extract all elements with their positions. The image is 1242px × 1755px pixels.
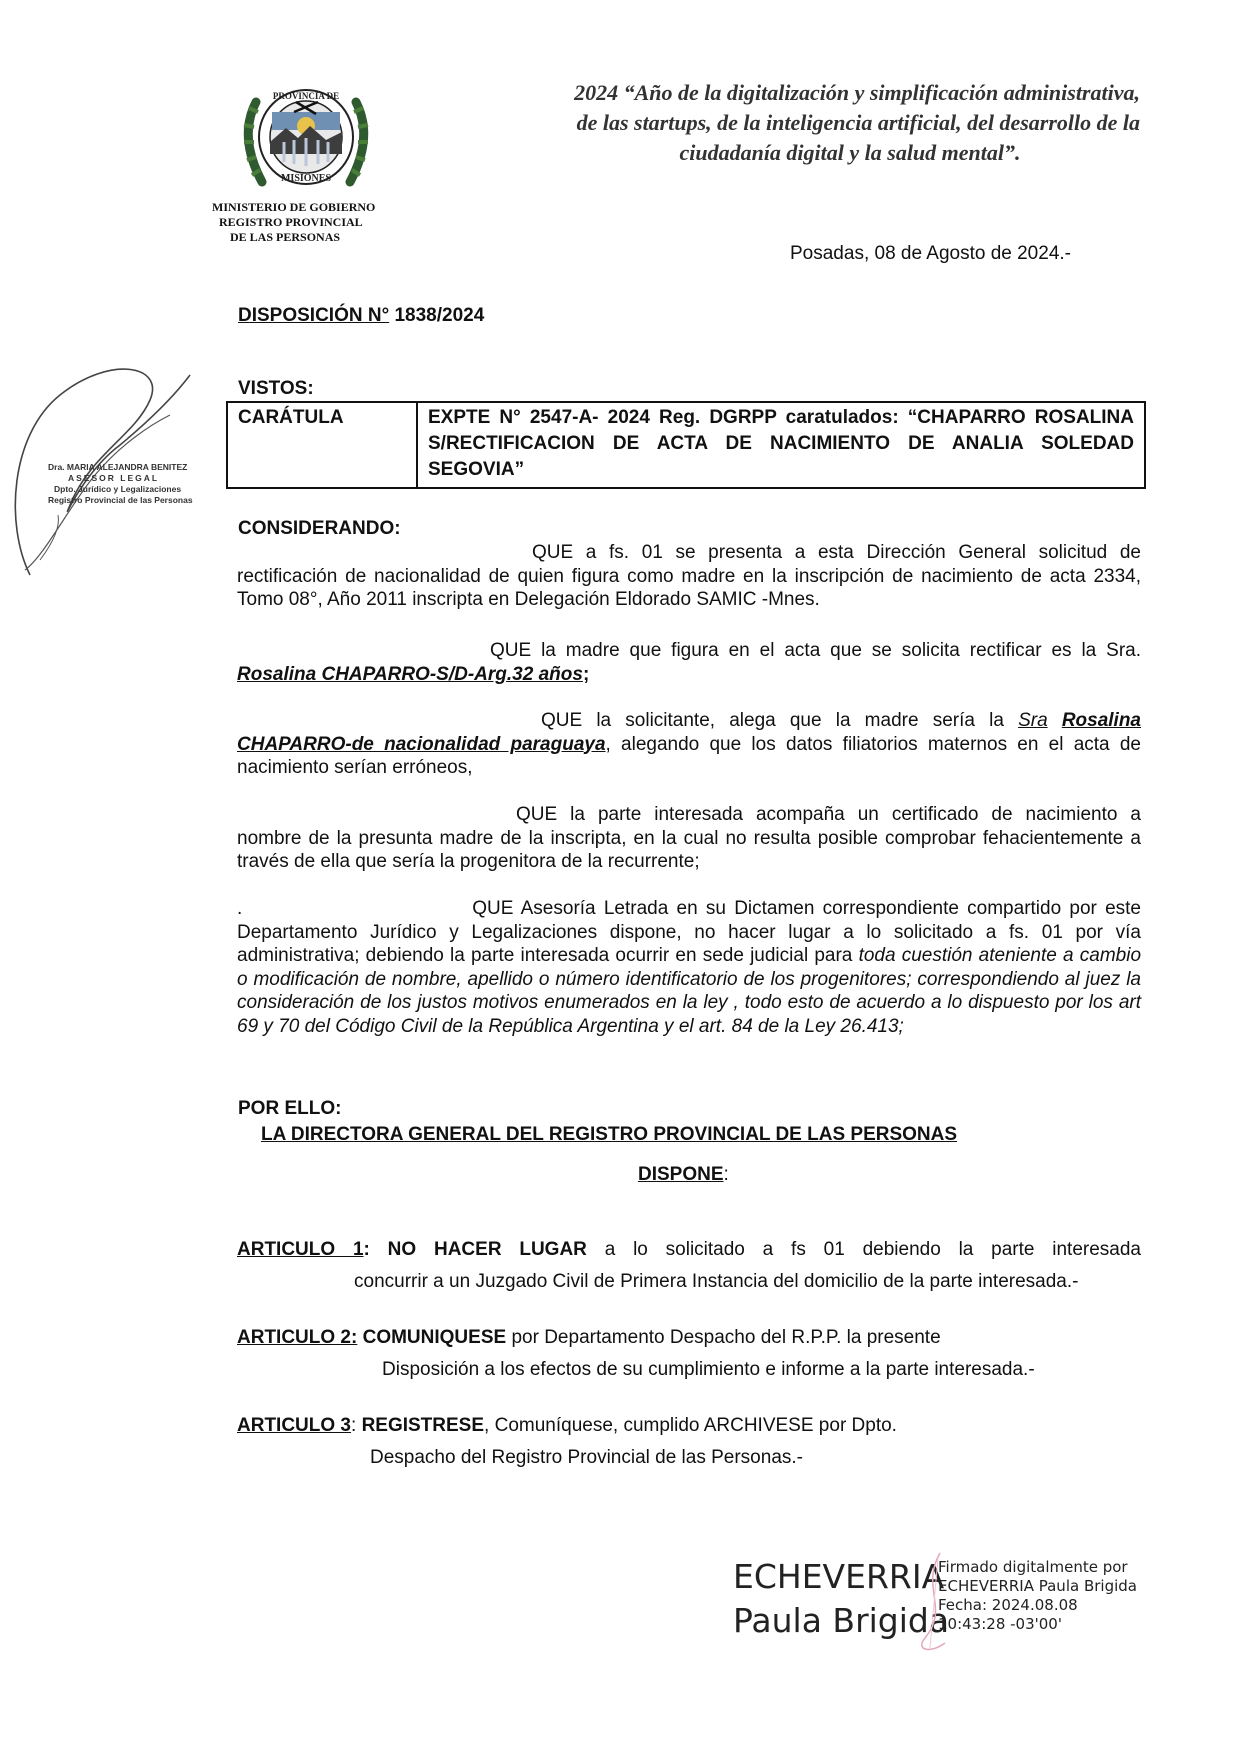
paragraph-text: , alegando que los datos filiatorios maternos en el acta de nacimiento serían erróneos,	[237, 733, 1141, 778]
por-ello-heading: POR ELLO:	[238, 1098, 342, 1119]
article-text: Disposición a los efectos de su cumplimiento e informe a la parte interesada.-	[382, 1359, 1035, 1380]
article-label: ARTICULO 1	[237, 1239, 364, 1260]
articulo-1	[237, 1234, 1141, 1298]
stamp-line: Dpto. Jurídico y Legalizaciones	[54, 484, 182, 494]
directora-heading: LA DIRECTORA GENERAL DEL REGISTRO PROVINCIAL DE LAS PERSONAS	[261, 1124, 958, 1145]
signature-meta-line: Firmado digitalmente por	[938, 1558, 1128, 1576]
punctuation: ;	[582, 663, 590, 685]
considerando-paragraph-3	[237, 709, 1141, 780]
disposition-label: DISPOSICIÓN N°	[238, 305, 390, 326]
considerando-paragraph-1	[237, 541, 1141, 612]
signature-meta-line: 10:43:28 -03'00'	[938, 1615, 1062, 1633]
disposition-title	[238, 305, 484, 327]
digital-signature-details	[938, 1558, 1137, 1634]
considerando-paragraph-4	[237, 803, 1141, 874]
stamp-line: Dra. MARIA ALEJANDRA BENITEZ	[48, 462, 188, 472]
motto-line: de las startups, de la inteligencia artificial, del desarrollo de la	[576, 110, 1140, 135]
ministry-block	[212, 200, 412, 245]
motto-line: ciudadanía digital y la salud mental”.	[679, 140, 1021, 165]
article-text: Despacho del Registro Provincial de las Personas.-	[370, 1447, 803, 1468]
year-motto	[440, 78, 1140, 168]
article-label: ARTICULO 3	[237, 1415, 351, 1436]
ministry-line: DE LAS PERSONAS	[230, 230, 341, 244]
caratula-label: CARÁTULA	[227, 402, 417, 488]
disposition-number: 1838/2024	[394, 305, 485, 326]
article-action: NO HACER LUGAR	[387, 1239, 587, 1260]
ministry-line: REGISTRO PROVINCIAL	[219, 215, 363, 229]
caratula-row	[227, 402, 1145, 488]
mother-name: Rosalina CHAPARRO-S/D-Arg.32 años	[237, 663, 583, 685]
paragraph-text: QUE la parte interesada acompaña un certificado de nacimiento a nombre de la presunta madre de la inscripta, en la cual no resulta posible comprobar fehacientemente a través de ella que sería la progenitora de la recurrente;	[237, 804, 1141, 872]
svg-text:PROVINCIA DE: PROVINCIA DE	[272, 91, 340, 101]
document-date: Posadas, 08 de Agosto de 2024.-	[790, 243, 1071, 264]
signature-meta-line: Fecha: 2024.08.08	[938, 1596, 1078, 1614]
caratula-value: EXPTE N° 2547-A- 2024 Reg. DGRPP caratulados: “CHAPARRO ROSALINA S/RECTIFICACION DE ACTA DE NACIMIENTO DE ANALIA SOLEDAD SEGOVIA”	[417, 402, 1145, 488]
article-text: por Departamento Despacho del R.P.P. la presente	[511, 1327, 941, 1348]
punctuation: .	[237, 898, 243, 919]
title-abbrev: Sra	[1018, 710, 1048, 731]
svg-text:MISIONES: MISIONES	[280, 173, 332, 184]
article-text: a lo solicitado a fs 01 debiendo la parte interesada	[604, 1239, 1142, 1260]
article-text: , Comuníquese, cumplido ARCHIVESE por Dpto.	[484, 1415, 897, 1436]
article-action: REGISTRESE	[361, 1415, 485, 1436]
punctuation: :	[363, 1239, 370, 1260]
considerando-paragraph-2	[237, 639, 1141, 686]
mother-nationality: Rosalina CHAPARRO-de nacionalidad paraguaya	[237, 710, 1142, 755]
dispone-word: DISPONE	[638, 1164, 724, 1185]
signer-given-names: Paula Brigida	[733, 1601, 950, 1640]
articulo-2	[237, 1322, 1035, 1386]
signature-meta-line: ECHEVERRIA Paula Brigida	[938, 1577, 1137, 1595]
article-label: ARTICULO 2:	[237, 1327, 358, 1348]
paragraph-text: QUE a fs. 01 se presenta a esta Dirección General solicitud de rectificación de nacionalidad de quien figura como madre en la inscripción de nacimiento de acta 2334, Tomo 08°, Año 2011 inscripta en Delegación Eldorado SAMIC -Mnes.	[237, 542, 1141, 610]
article-text: concurrir a un Juzgado Civil de Primera Instancia del domicilio de la parte interesada.-	[354, 1271, 1079, 1292]
articulo-3	[237, 1410, 897, 1474]
caratula-table	[226, 401, 1146, 489]
legal-reference: toda cuestión ateniente a cambio o modificación de nombre, apellido o número identificatorio de los progenitores; correspondiendo al juez la consideración de los justos motivos enumerados en la ley , todo esto de acuerdo a lo dispuesto por los art 69 y 70 del Código Civil de la República Argentina y el art. 84 de la Ley 26.413;	[237, 945, 1142, 1037]
ministry-line: MINISTERIO DE GOBIERNO	[212, 200, 376, 214]
stamp-line: ASESOR LEGAL	[68, 473, 160, 483]
paragraph-text: QUE Asesoría Letrada en su Dictamen correspondiente compartido por este Departamento Jurídico y Legalizaciones dispone, no hacer lugar a lo solicitado a fs. 01 por vía administrativa; debiendo la parte interesada ocurrir en sede judicial para	[237, 898, 1141, 966]
provincial-seal-logo	[236, 82, 376, 194]
considerando-paragraph-5	[237, 897, 1141, 1038]
paragraph-text: QUE la solicitante, alega que la madre sería la	[541, 710, 1004, 731]
paragraph-text: QUE la madre que figura en el acta que se solicita rectificar es la Sra.	[490, 640, 1141, 661]
stamp-line: Registro Provincial de las Personas	[48, 495, 193, 505]
considerando-heading: CONSIDERANDO:	[238, 518, 401, 539]
motto-line: 2024 “Año de la digitalización y simplificación administrativa,	[574, 80, 1140, 105]
article-action: COMUNIQUESE	[362, 1327, 507, 1348]
signer-surname: ECHEVERRIA	[733, 1557, 945, 1596]
dispone-heading	[638, 1164, 729, 1186]
legal-advisor-stamp	[48, 462, 208, 506]
vistos-heading: VISTOS:	[238, 378, 314, 399]
punctuation: :	[351, 1415, 357, 1436]
punctuation: :	[723, 1164, 729, 1185]
